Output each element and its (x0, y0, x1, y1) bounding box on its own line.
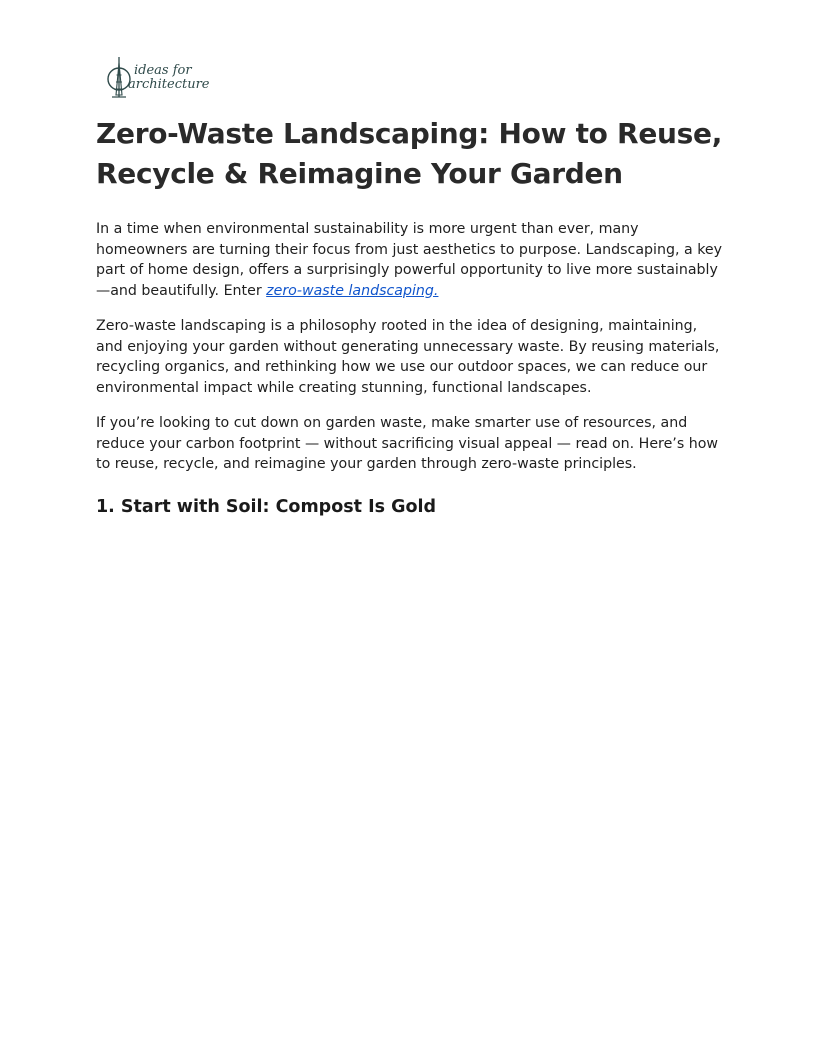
document-page (96, 54, 726, 519)
logo-line-2: architecture (128, 77, 210, 92)
call-to-action-paragraph: If you’re looking to cut down on garden waste, make smarter use of resources, and reduce your carbon footprint — without sacrificing visual appeal — read on. Here’s how to reuse, recycle, and reimagine your garden through zero-waste principles. (96, 415, 718, 472)
logo-line-1: ideas for (134, 63, 192, 78)
intro-paragraph (96, 219, 726, 301)
article-title (96, 114, 726, 194)
title-line-1: Zero-Waste Landscaping: How to Reuse, (96, 117, 723, 150)
title-line-2: Recycle & Reimagine Your Garden (96, 157, 623, 190)
site-logo[interactable] (106, 54, 726, 102)
zero-waste-landscaping-link[interactable]: zero-waste landscaping. (266, 282, 439, 299)
intro-paragraph-text: In a time when environmental sustainability is more urgent than ever, many homeowners are turning their focus from just aesthetics to purpose. Landscaping, a key part of home design, offers a surprisingly powerful opportunity to live more sustainably—and beautifully. Enter (96, 221, 723, 299)
section-heading-compost: 1. Start with Soil: Compost Is Gold (96, 496, 437, 517)
logo-wordmark (128, 63, 210, 92)
philosophy-paragraph: Zero-waste landscaping is a philosophy rooted in the idea of designing, maintaining, and enjoying your garden without generating unnecessary waste. By reusing materials, recycling organics, and rethinking how we use our outdoor spaces, we can reduce our environmental impact while creating stunning, functional landscapes. (96, 318, 720, 396)
